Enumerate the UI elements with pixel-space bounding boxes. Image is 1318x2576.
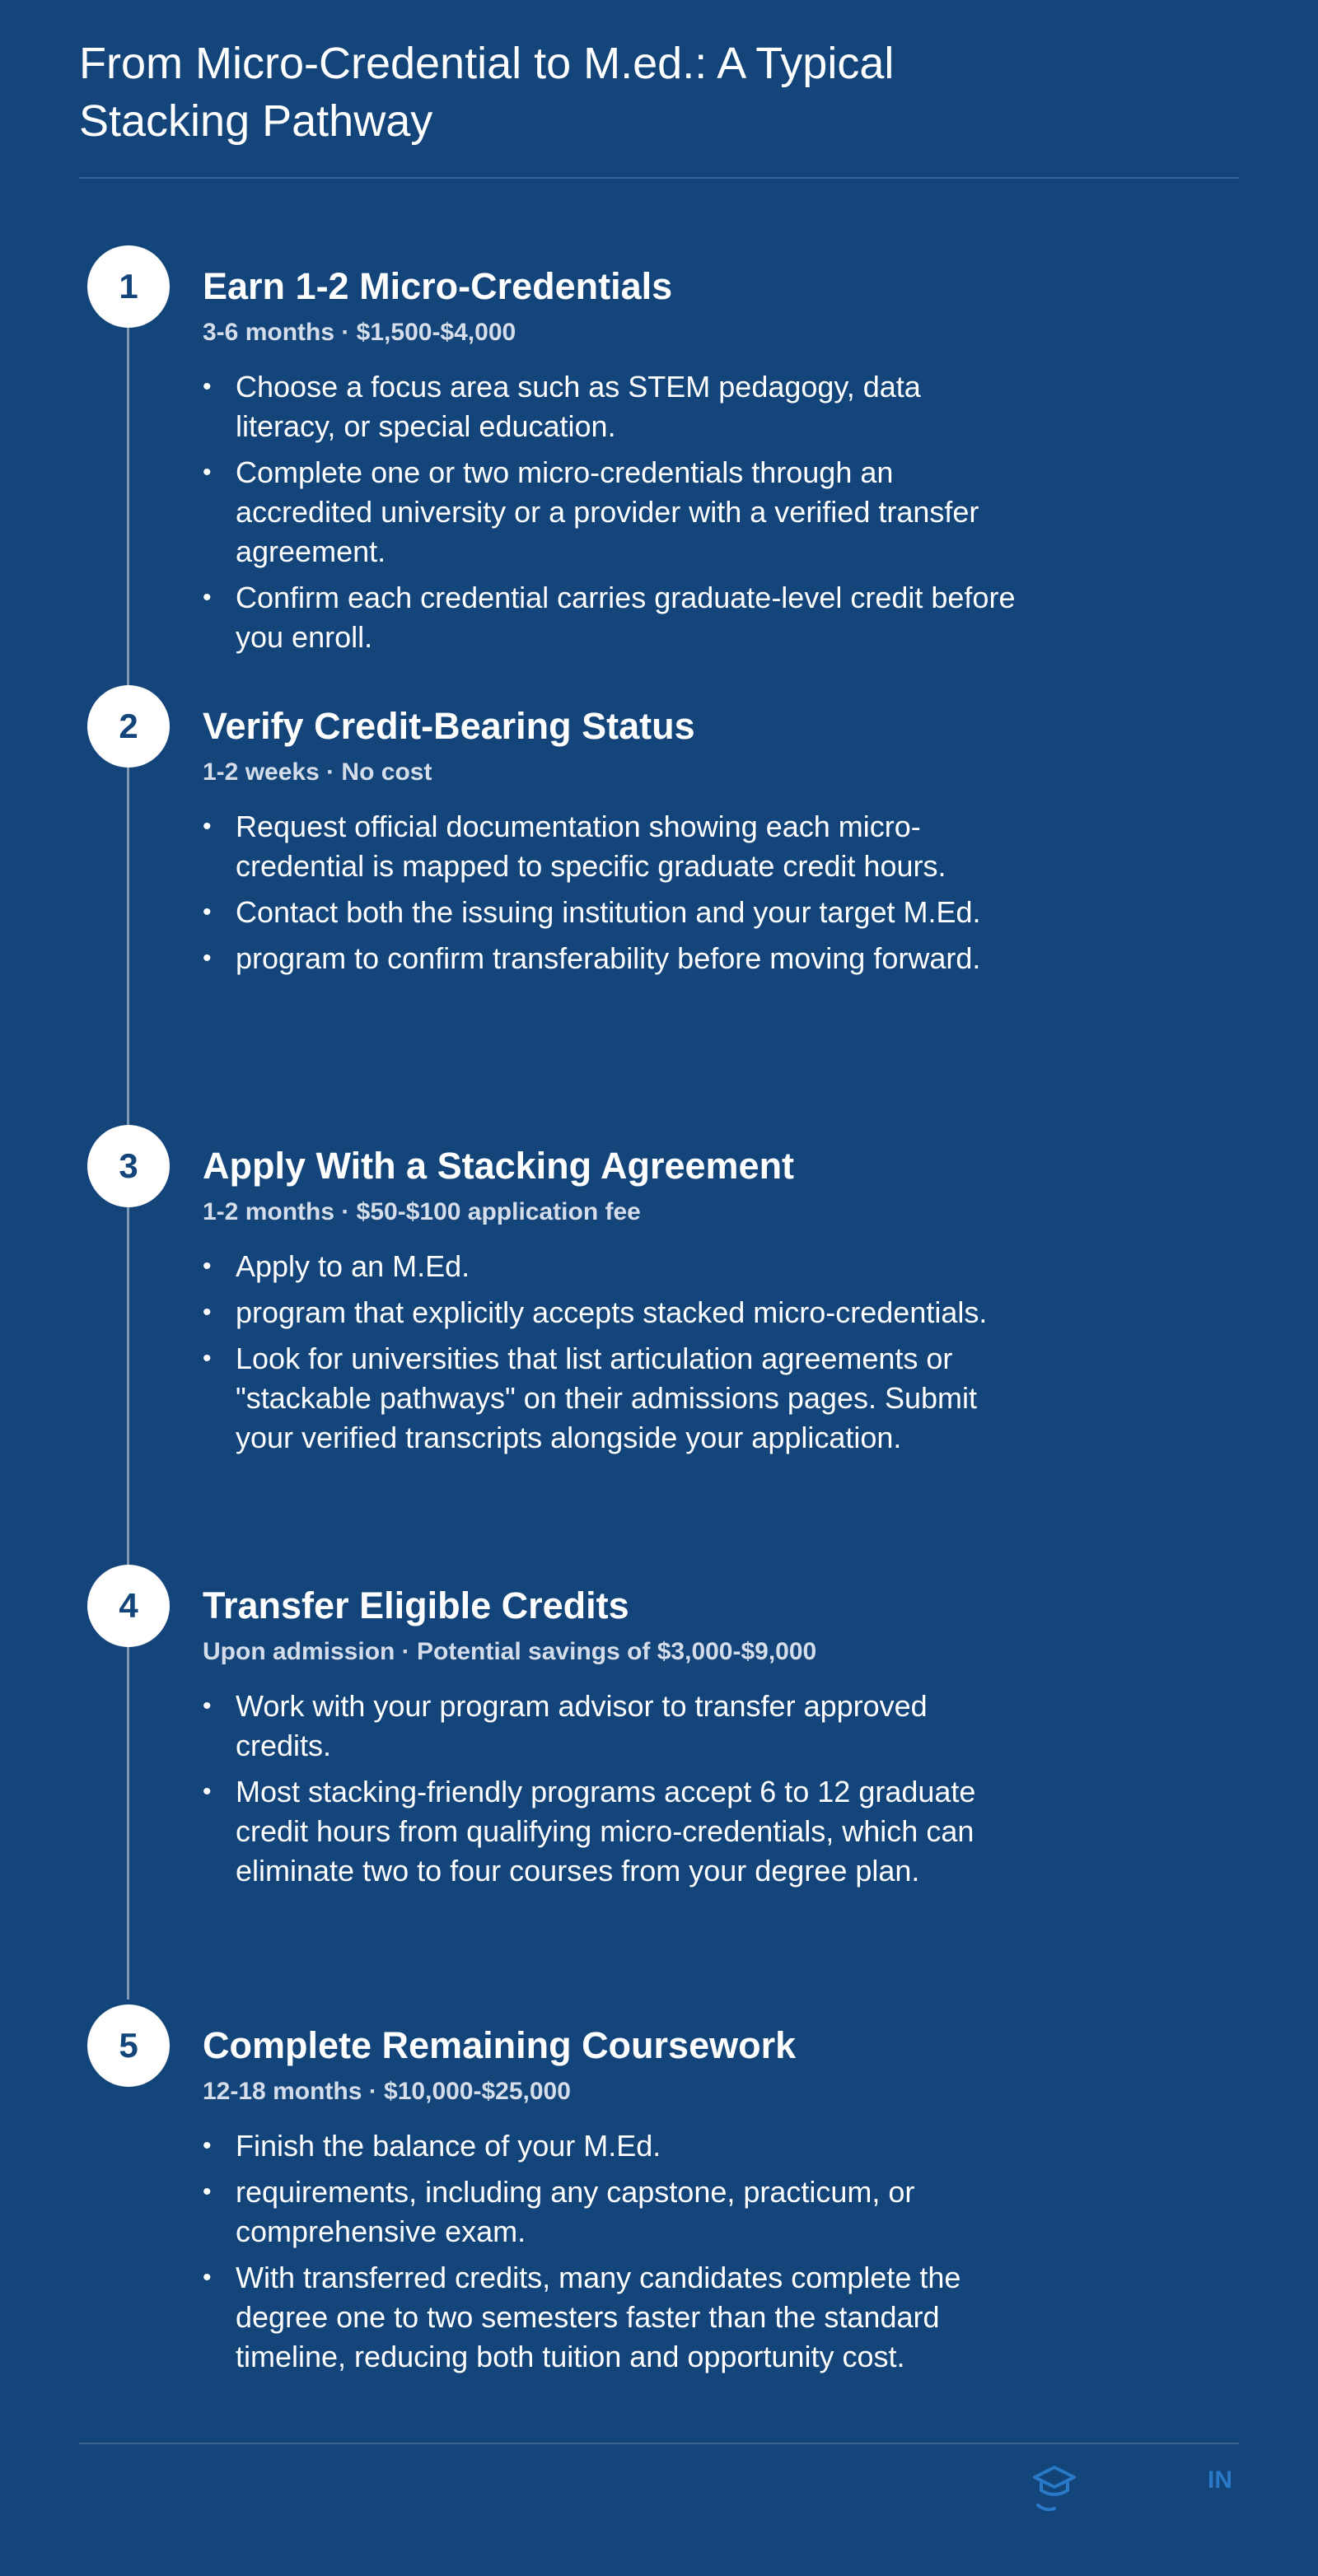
bullet-item: • requirements, including any capstone, practicum, or comprehensive exam. [203,2172,1026,2252]
header-divider [79,177,1239,179]
step-meta: 1-2 weeks · No cost [203,758,432,786]
step-content [203,703,1026,985]
bullet-item: • Confirm each credential carries graduate-level credit before you enroll. [203,578,1026,657]
bullet-item: • With transferred credits, many candidates complete the degree one to two semesters faster than the standard timeline, reducing both tuition and opportunity cost. [203,2258,1026,2377]
step-content [203,1143,1026,1464]
page-title: From Micro-Credential to M.ed.: A Typical Stacking Pathway [79,39,895,146]
footer-logo-text: IN [1208,2466,1232,2494]
step-number-badge: 4 [87,1565,170,1647]
step-number-badge: 2 [87,685,170,768]
step-bullet-list [203,1687,1026,1891]
bullet-item: • Apply to an M.Ed. [203,1247,1026,1286]
step-meta: 3-6 months · $1,500-$4,000 [203,319,516,346]
step-number-badge: 5 [87,2004,170,2087]
bullet-item: • Complete one or two micro-credentials through an accredited university or a provider with a verified transfer agreement. [203,453,1026,572]
footer-divider [79,2443,1239,2444]
step-bullet-list [203,367,1026,657]
bullet-item: • Request official documentation showing each micro-credential is mapped to specific graduate credit hours. [203,807,1026,886]
step-number-badge: 1 [87,245,170,328]
bullet-item: • program that explicitly accepts stacked micro-credentials. [203,1293,1026,1332]
step-title: Earn 1-2 Micro-Credentials [203,265,673,307]
step-title: Verify Credit-Bearing Status [203,705,695,747]
step-meta: Upon admission · Potential savings of $3,000-$9,000 [203,1638,817,1665]
bullet-item: • program to confirm transferability before moving forward. [203,939,1026,978]
step-title: Complete Remaining Coursework [203,2024,797,2066]
step-bullet-list [203,2126,1026,2377]
graduation-cap-icon [1031,2464,1077,2513]
bullet-item: • Choose a focus area such as STEM pedagogy, data literacy, or special education. [203,367,1026,446]
bullet-item: • Contact both the issuing institution and your target M.Ed. [203,893,1026,932]
bullet-item: • Work with your program advisor to transfer approved credits. [203,1687,1026,1766]
step-bullet-list [203,807,1026,978]
step-content [203,264,1026,664]
step-meta: 1-2 months · $50-$100 application fee [203,1198,641,1225]
step-content [203,2023,1026,2383]
bullet-item: • Finish the balance of your M.Ed. [203,2126,1026,2166]
bullet-item: • Look for universities that list articulation agreements or "stackable pathways" on their admissions pages. Submit your verified transcripts alongside your application. [203,1339,1026,1458]
step-title: Apply With a Stacking Agreement [203,1145,795,1187]
step-content [203,1583,1026,1897]
step-number-badge: 3 [87,1125,170,1207]
step-bullet-list [203,1247,1026,1458]
bullet-item: • Most stacking-friendly programs accept 6 to 12 graduate credit hours from qualifying micro-credentials, which can eliminate two to four courses from your degree plan. [203,1772,1026,1891]
step-meta: 12-18 months · $10,000-$25,000 [203,2078,571,2105]
step-title: Transfer Eligible Credits [203,1584,629,1626]
